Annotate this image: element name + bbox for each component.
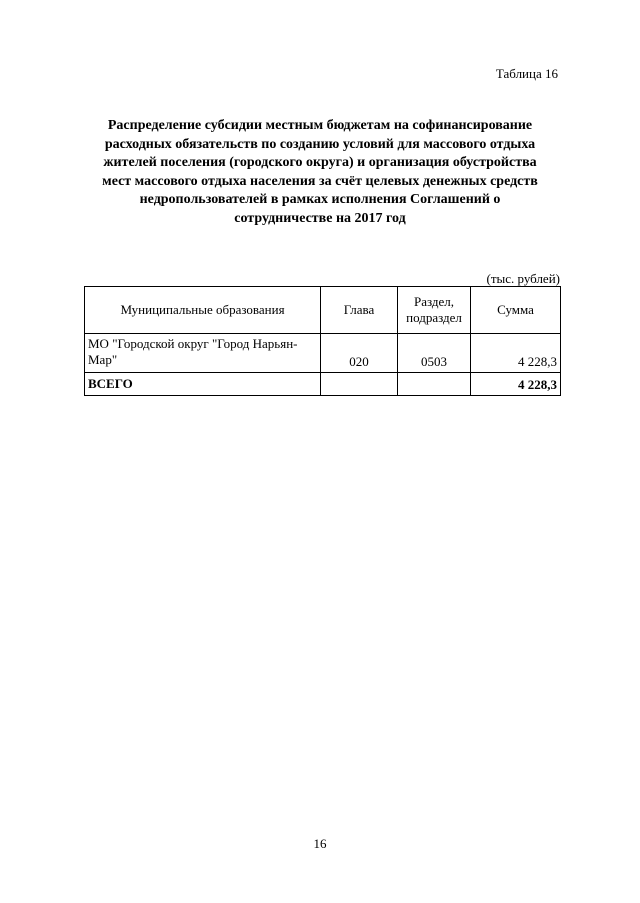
cell-total-glava — [321, 373, 398, 396]
table-header-row — [85, 287, 561, 334]
table-row — [85, 334, 561, 373]
page-number: 16 — [313, 836, 327, 851]
title-line: жителей поселения (городского округа) и организация обустройства — [103, 155, 537, 170]
cell-glava: 020 — [321, 334, 398, 373]
cell-razdel: 0503 — [398, 334, 471, 373]
cell-total-label: ВСЕГО — [85, 373, 321, 396]
document-title — [80, 117, 560, 228]
cell-total-summa: 4 228,3 — [471, 373, 561, 396]
title-line: сотрудничестве на 2017 год — [234, 210, 406, 226]
title-line: мест массового отдыха населения за счёт целевых денежных средств — [102, 173, 538, 189]
header-razdel — [398, 287, 471, 334]
cell-municipality — [85, 334, 321, 373]
table-number-label: Таблица 16 — [495, 66, 558, 81]
title-line: расходных обязательств по созданию условий для массового отдыха — [104, 136, 536, 152]
header-municipality: Муниципальные образования — [85, 287, 321, 334]
title-line: недропользователей в рамках исполнения Соглашений о — [139, 192, 501, 207]
cell-municipality-line: МО "Городской округ "Город Нарьян- — [88, 336, 298, 351]
table-total-row — [85, 373, 561, 396]
units-label: (тыс. рублей) — [486, 271, 560, 286]
cell-total-razdel — [398, 373, 471, 396]
header-summa: Сумма — [471, 287, 561, 334]
header-glava: Глава — [321, 287, 398, 334]
cell-municipality-line: Мар" — [88, 352, 118, 367]
cell-summa: 4 228,3 — [471, 334, 561, 373]
subsidy-table — [84, 286, 561, 396]
header-razdel-line: подраздел — [406, 310, 462, 325]
title-line: Распределение субсидии местным бюджетам на софинансирование — [107, 118, 533, 133]
header-razdel-line: Раздел, — [413, 294, 455, 309]
